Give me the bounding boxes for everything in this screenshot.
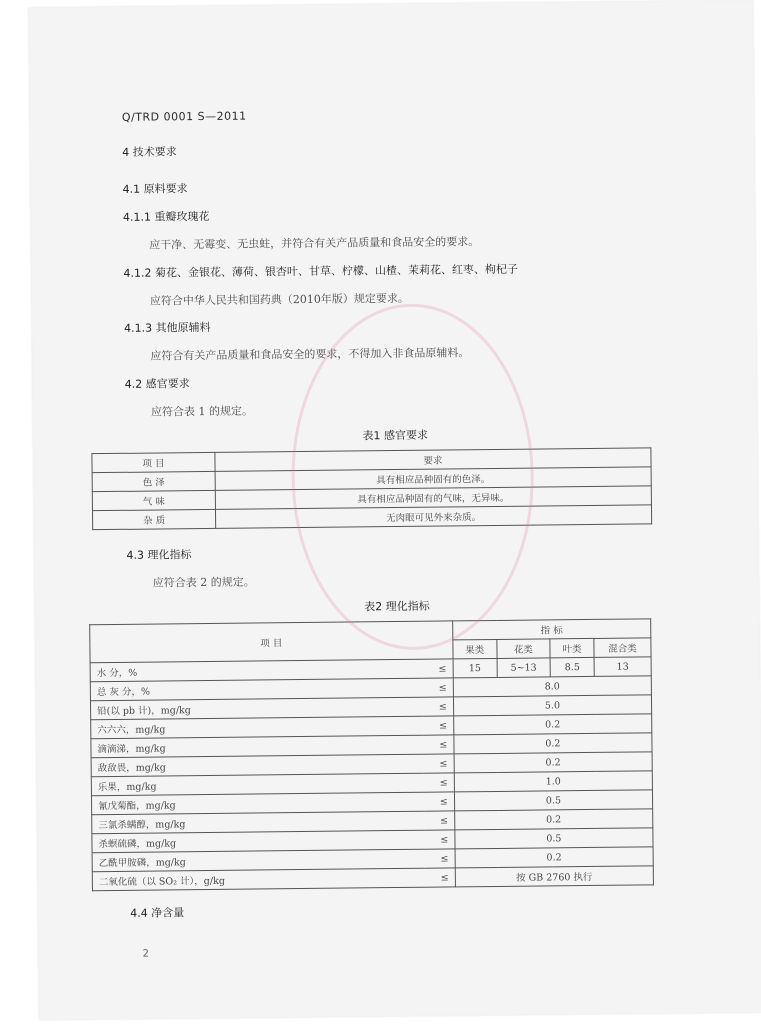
table2-value: 按 GB 2760 执行 [455, 866, 653, 887]
le-symbol: ≤ [424, 849, 455, 868]
le-symbol: ≤ [424, 811, 455, 830]
table2-value: 0.5 [455, 828, 653, 849]
table1-cell: 色 泽 [92, 471, 215, 491]
table2-physicochemical [89, 618, 654, 891]
le-symbol: ≤ [424, 773, 455, 792]
table2-value: 0.5 [454, 790, 652, 811]
table1-cell: 杂 质 [92, 509, 215, 529]
table2-value: 0.2 [454, 752, 652, 773]
table2-item-name: 滴滴涕，mg/kg [91, 735, 423, 757]
table2-item-name: 乙酰甲胺磷，mg/kg [92, 849, 424, 871]
le-symbol: ≤ [424, 792, 455, 811]
standard-number: Q/TRD 0001 S—2011 [121, 109, 247, 124]
table2-item-name: 六六六，mg/kg [91, 716, 423, 738]
section-4-3-heading: 4.3 理化指标 [126, 548, 192, 562]
document-page [29, 0, 761, 1020]
section-4-1-heading: 4.1 原料要求 [122, 182, 188, 196]
le-symbol: ≤ [422, 659, 453, 678]
section-4-1-2-heading: 4.1.2 菊花、金银花、薄荷、银杏叶、甘草、柠檬、山楂、茉莉花、红枣、枸杞子 [123, 262, 519, 280]
table1-sensory [91, 447, 652, 530]
table2-value: 15 [453, 658, 497, 677]
table2-value: 5~13 [497, 658, 551, 678]
table2-subheader: 叶类 [550, 638, 594, 657]
le-symbol: ≤ [425, 868, 456, 887]
section-4-2-text: 应符合表 1 的规定。 [150, 404, 254, 419]
table2-value: 1.0 [454, 771, 652, 792]
table2-item-name: 敌敌畏，mg/kg [91, 754, 423, 776]
le-symbol: ≤ [423, 735, 454, 754]
table1-cell: 气 味 [92, 490, 215, 510]
table2-subheader: 花类 [497, 639, 551, 659]
table2-item-name: 三氯杀螨醇，mg/kg [92, 811, 424, 833]
table2-value: 0.2 [454, 733, 652, 754]
table2-value: 13 [594, 657, 651, 677]
table2-value: 0.2 [454, 809, 652, 830]
le-symbol: ≤ [423, 754, 454, 773]
le-symbol: ≤ [423, 678, 454, 697]
section-4-2-heading: 4.2 感官要求 [124, 377, 190, 391]
table2-value: 5.0 [453, 695, 651, 716]
table2-subheader: 果类 [453, 639, 497, 658]
le-symbol: ≤ [423, 716, 454, 735]
table2-header-item: 项 目 [90, 621, 453, 663]
table2-item-name: 水 分，% [90, 659, 422, 681]
section-4-1-1-text: 应干净、无霉变、无虫蛀，并符合有关产品质量和食品安全的要求。 [149, 235, 480, 252]
section-4-1-3-text: 应符合有关产品质量和食品安全的要求，不得加入非食品原辅料。 [150, 346, 470, 363]
table2-subheader: 混合类 [594, 638, 651, 658]
table1-header-item: 项 目 [92, 452, 215, 472]
page-number: 2 [142, 948, 150, 960]
table1-cell: 具有相应品种固有的气味，无异味。 [215, 486, 651, 510]
table1-caption: 表1 感官要求 [362, 428, 429, 443]
table1-cell: 无肉眼可见外来杂质。 [215, 505, 651, 529]
table2-item-name: 铅(以 pb 计)，mg/kg [90, 697, 422, 719]
table2-item-name: 杀螟硫磷，mg/kg [92, 830, 424, 852]
table1-cell: 具有相应品种固有的色泽。 [215, 467, 651, 491]
table2-value: 0.2 [455, 847, 653, 868]
table2-value: 8.0 [453, 676, 651, 697]
le-symbol: ≤ [423, 697, 454, 716]
section-4-1-2-text: 应符合中华人民共和国药典（2010年版）规定要求。 [149, 291, 409, 308]
section-4-3-text: 应符合表 2 的规定。 [152, 575, 255, 590]
table2-header-index: 指 标 [452, 619, 650, 640]
table2-value: 0.2 [453, 714, 651, 735]
table2-value: 8.5 [550, 657, 594, 676]
table2-item-name: 氰戊菊酯，mg/kg [91, 792, 423, 814]
table2-caption: 表2 理化指标 [364, 599, 430, 614]
section-4-4-heading: 4.4 净含量 [130, 906, 185, 920]
table2-item-name: 总 灰 分，% [90, 678, 422, 700]
table2-item-name: 乐果，mg/kg [91, 773, 423, 795]
table1-header-requirement: 要求 [215, 448, 651, 472]
table2-item-name: 二氧化硫（以 SO₂ 计），g/kg [92, 868, 424, 890]
section-4-1-3-heading: 4.1.3 其他原辅料 [124, 320, 211, 335]
section-4-heading: 4 技术要求 [122, 145, 177, 159]
section-4-1-1-heading: 4.1.1 重瓣玫瑰花 [122, 209, 210, 224]
le-symbol: ≤ [424, 830, 455, 849]
